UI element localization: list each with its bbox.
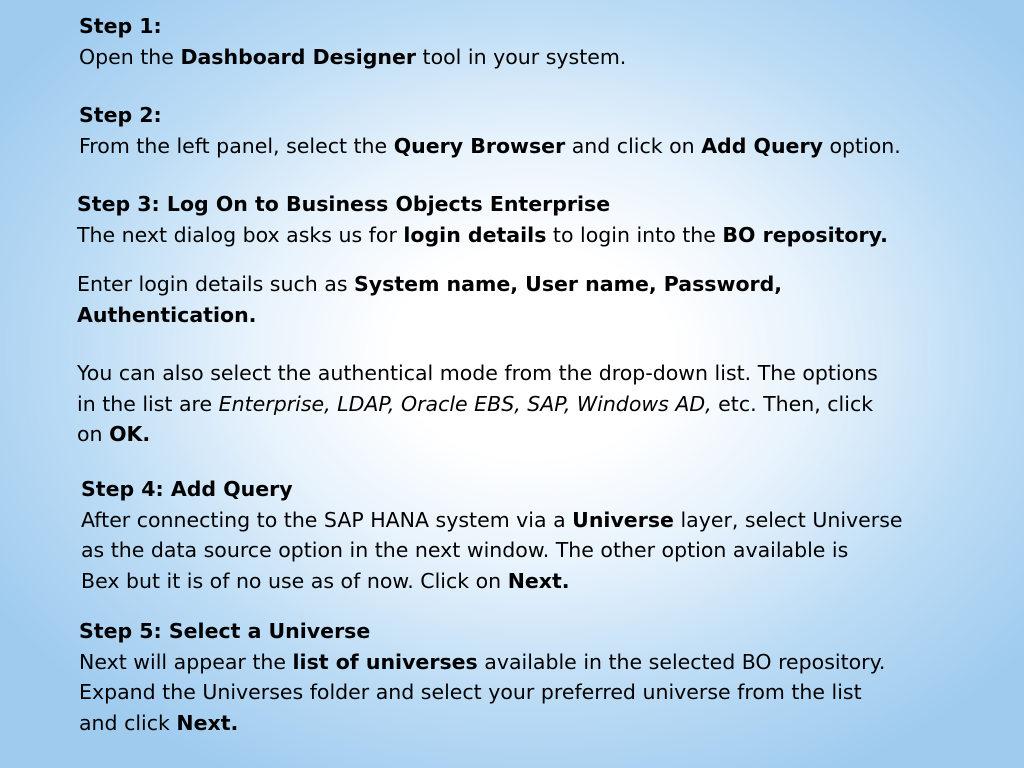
step-3-paragraph-1: The next dialog box asks us for login details to login into the BO repository. (77, 222, 888, 247)
step-3-heading: Step 3: Log On to Business Objects Enterprise (77, 192, 611, 216)
step-5: Step 5: Select a Universe Next will appear the list of universes available in the selected BO repository. Expand the Universes folder and select your preferred universe from the list and click Next. (79, 619, 886, 735)
step-1-text: Open the Dashboard Designer tool in your system. (79, 44, 627, 69)
step-2-text: From the left panel, select the Query Browser and click on Add Query option. (79, 133, 901, 158)
step-2-heading: Step 2: (79, 103, 162, 127)
step-1-heading: Step 1: (79, 14, 162, 38)
step-1 (79, 11, 626, 72)
step-3 (77, 189, 888, 250)
step-2 (79, 100, 901, 161)
step-3-paragraph-2: Enter login details such as System name, User name, Password, Authentication. (77, 272, 783, 327)
step-4: Step 4: Add Query After connecting to the SAP HANA system via a Universe layer, select Universe as the data source option in the next window. The other option available is Bex but it is of no use as of now. Click on Next. (81, 477, 903, 593)
step-4-heading: Step 4: Add Query (81, 477, 293, 501)
step-3-paragraph-3: You can also select the authentical mode from the drop-down list. The options in the list are Enterprise, LDAP, Oracle EBS, SAP, Windows AD, etc. Then, click on OK. (77, 361, 878, 446)
step-5-heading: Step 5: Select a Universe (79, 619, 371, 643)
